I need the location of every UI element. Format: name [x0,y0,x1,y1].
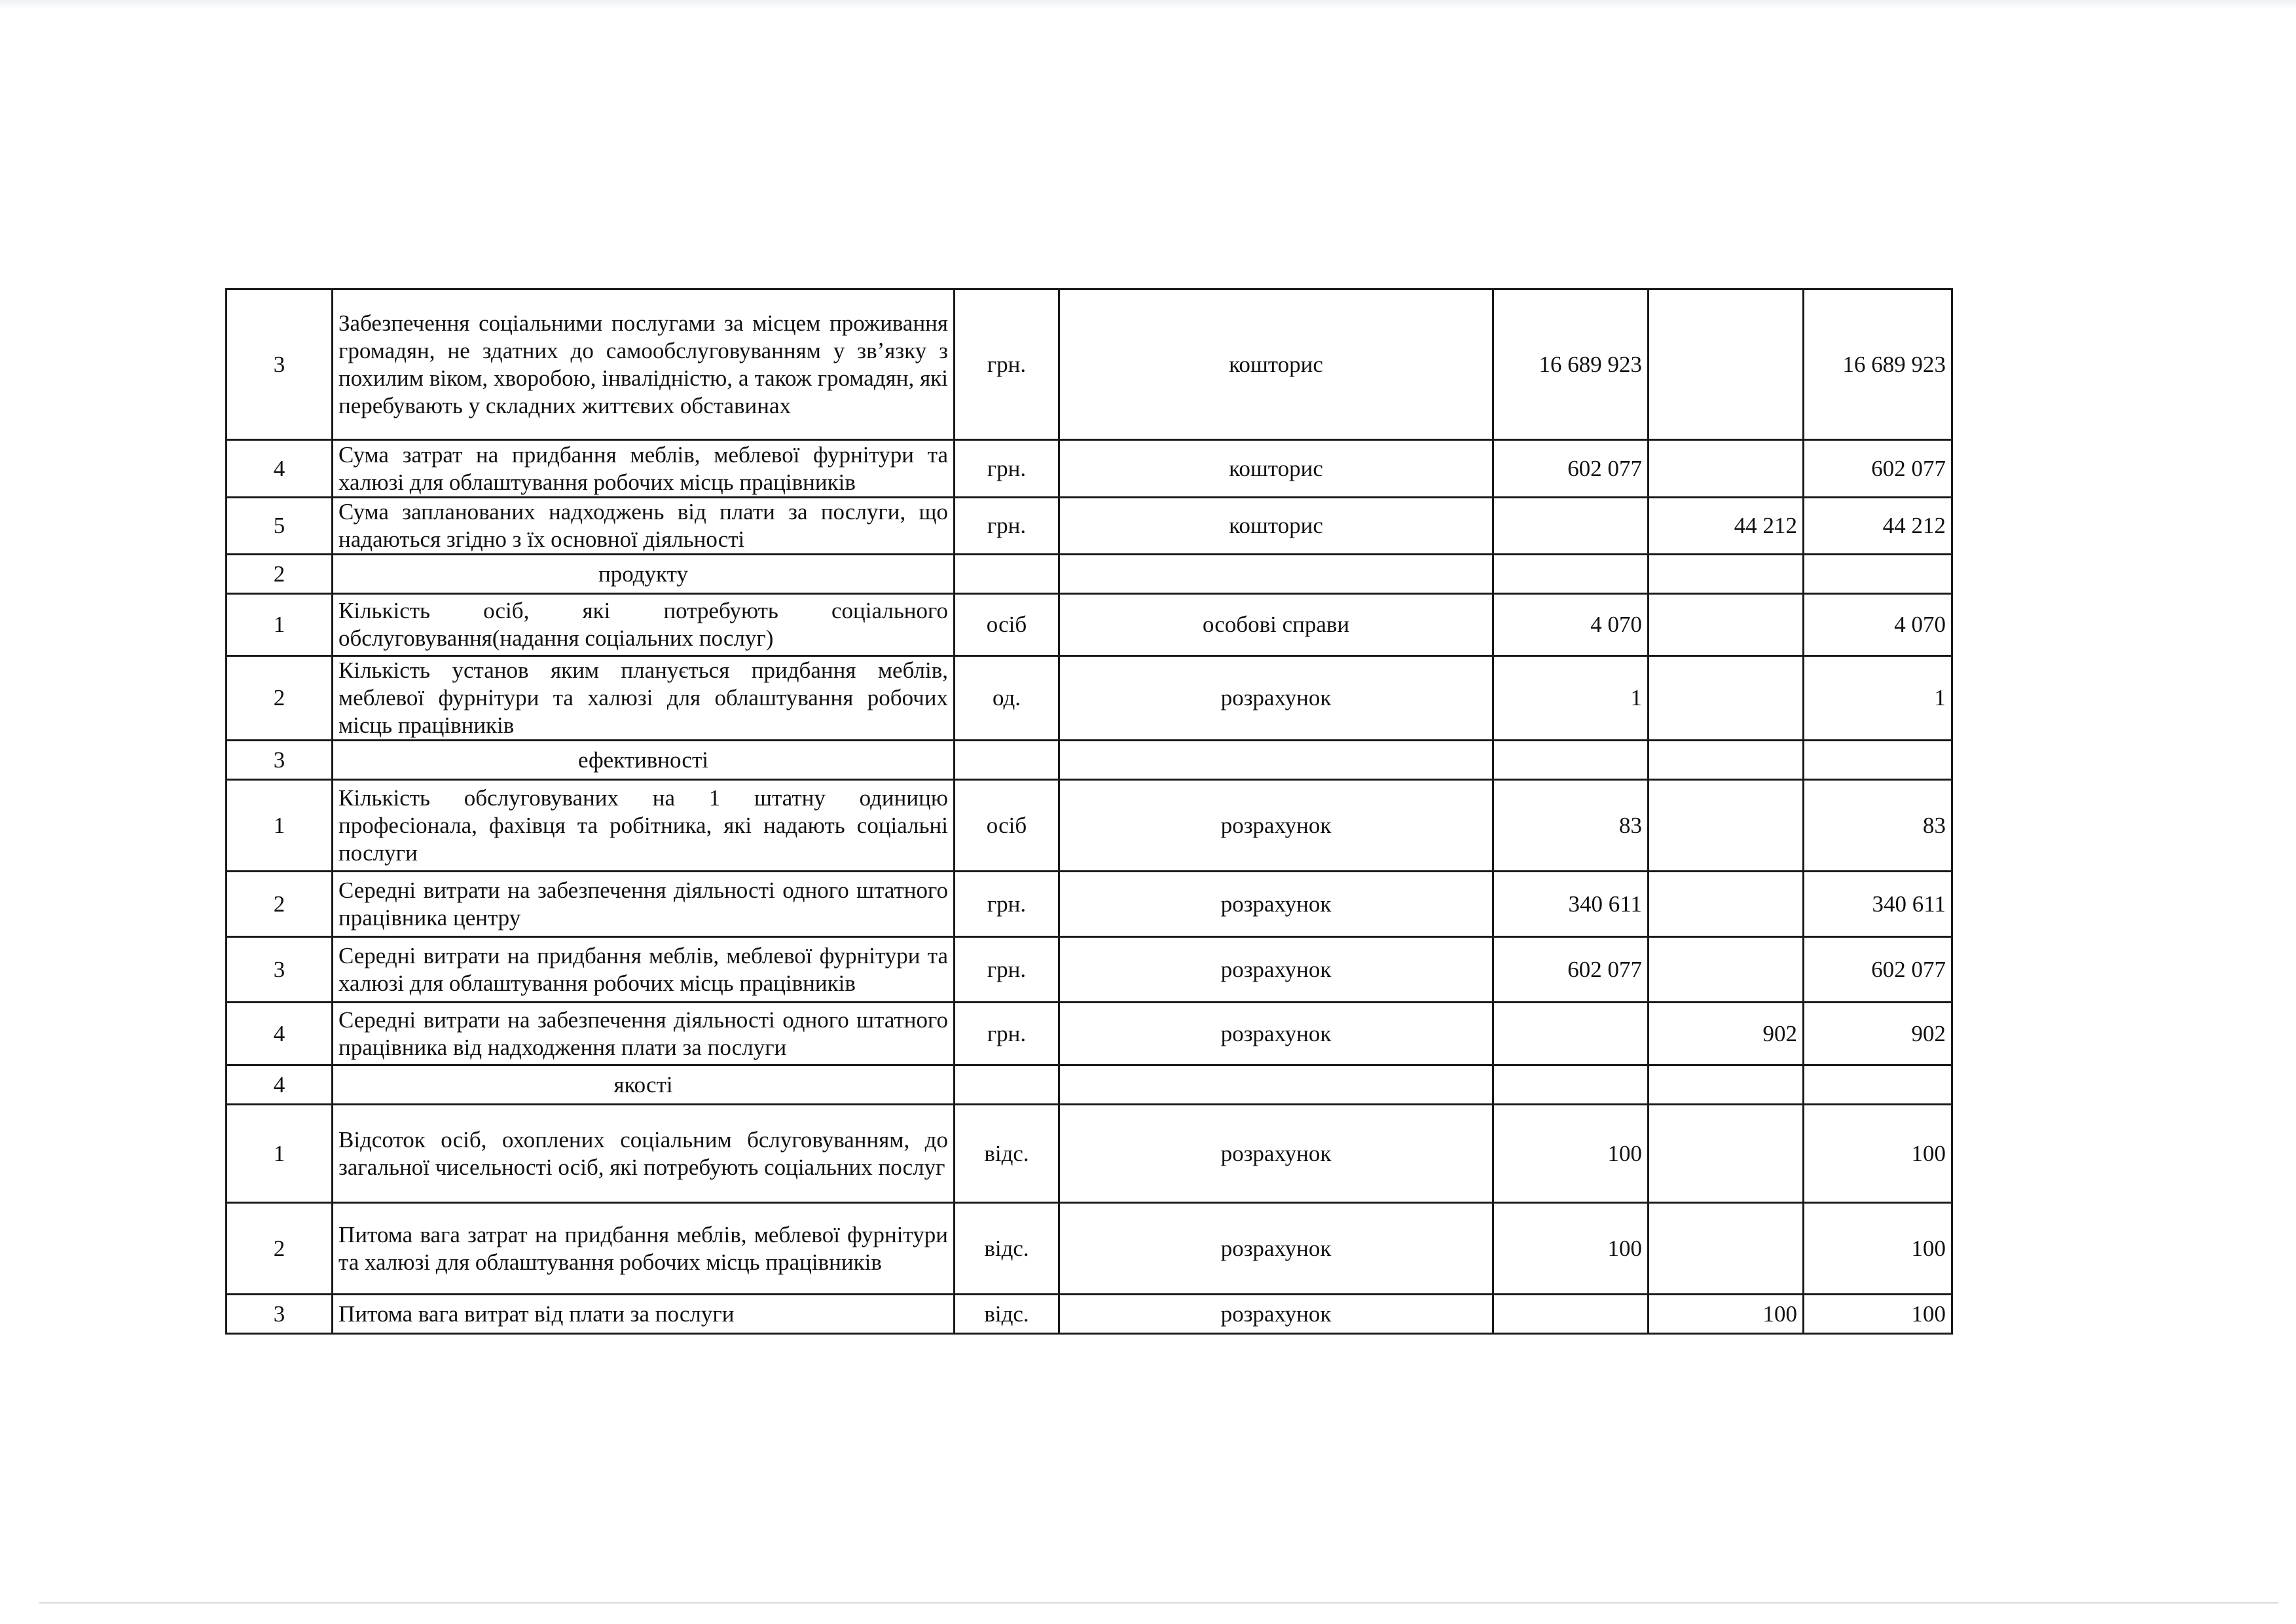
source-cell: розрахунок [1059,1295,1493,1334]
special-fund-cell [1649,555,1804,594]
total-cell [1804,555,1952,594]
source-cell: кошторис [1059,289,1493,440]
row-number-cell: 3 [227,289,333,440]
unit-cell: осіб [955,780,1059,872]
general-fund-cell: 100 [1493,1203,1649,1295]
general-fund-cell: 602 077 [1493,937,1649,1003]
row-number-cell: 4 [227,440,333,498]
general-fund-cell: 4 070 [1493,594,1649,656]
unit-cell: грн. [955,289,1059,440]
row-number-cell: 2 [227,656,333,741]
source-cell [1059,1065,1493,1105]
total-cell: 83 [1804,780,1952,872]
unit-cell [955,741,1059,780]
general-fund-cell: 602 077 [1493,440,1649,498]
indicator-name-cell: Середні витрати на забезпечення діяльності одного штатного працівника від надходження плати за послуги [333,1003,955,1065]
table-section-row [227,741,1952,780]
table-row [227,780,1952,872]
table-row [227,498,1952,555]
unit-cell: грн. [955,498,1059,555]
row-number-cell: 2 [227,872,333,937]
source-cell: розрахунок [1059,1203,1493,1295]
table-row [227,289,1952,440]
indicator-name-cell: Середні витрати на забезпечення діяльності одного штатного працівника центру [333,872,955,937]
total-cell: 100 [1804,1105,1952,1203]
general-fund-cell [1493,498,1649,555]
unit-cell: відс. [955,1105,1059,1203]
scan-bottom-edge [39,1602,2278,1604]
special-fund-cell [1649,289,1804,440]
special-fund-cell [1649,741,1804,780]
unit-cell: од. [955,656,1059,741]
table-row [227,872,1952,937]
unit-cell: відс. [955,1295,1059,1334]
special-fund-cell [1649,872,1804,937]
unit-cell: грн. [955,872,1059,937]
special-fund-cell [1649,780,1804,872]
table-section-row [227,1065,1952,1105]
scan-top-edge [0,0,2296,9]
table-row [227,1105,1952,1203]
unit-cell: грн. [955,440,1059,498]
row-number-cell: 5 [227,498,333,555]
total-cell: 602 077 [1804,440,1952,498]
source-cell: розрахунок [1059,656,1493,741]
source-cell: розрахунок [1059,1003,1493,1065]
indicator-name-cell: Кількість обслуговуваних на 1 штатну одиницю професіонала, фахівця та робітника, які надають соціальні послуги [333,780,955,872]
special-fund-cell [1649,937,1804,1003]
source-cell: розрахунок [1059,937,1493,1003]
source-cell [1059,555,1493,594]
total-cell: 100 [1804,1203,1952,1295]
row-number-cell: 4 [227,1003,333,1065]
row-number-cell: 2 [227,1203,333,1295]
indicator-name-cell: Сума затрат на придбання меблів, меблевої фурнітури та халюзі для облаштування робочих місць працівників [333,440,955,498]
row-number-cell: 3 [227,1295,333,1334]
source-cell: розрахунок [1059,872,1493,937]
table-row [227,1003,1952,1065]
total-cell: 902 [1804,1003,1952,1065]
general-fund-cell [1493,1295,1649,1334]
special-fund-cell: 100 [1649,1295,1804,1334]
table-row [227,1295,1952,1334]
indicator-name-cell: Забезпечення соціальними послугами за місцем проживання громадян, не здатних до самообслуговуванням у зв’язку з похилим віком, хворобою, інвалідністю, а також громадян, які перебувають у складних життєвих обставинах [333,289,955,440]
unit-cell: осіб [955,594,1059,656]
source-cell: розрахунок [1059,780,1493,872]
special-fund-cell [1649,440,1804,498]
general-fund-cell: 83 [1493,780,1649,872]
table-row [227,594,1952,656]
general-fund-cell [1493,741,1649,780]
total-cell: 44 212 [1804,498,1952,555]
total-cell: 4 070 [1804,594,1952,656]
total-cell: 340 611 [1804,872,1952,937]
indicator-name-cell: Кількість установ яким планується придбання меблів, меблевої фурнітури та халюзі для облаштування робочих місць працівників [333,656,955,741]
general-fund-cell: 1 [1493,656,1649,741]
source-cell: особові справи [1059,594,1493,656]
unit-cell [955,1065,1059,1105]
special-fund-cell [1649,1203,1804,1295]
special-fund-cell [1649,1105,1804,1203]
unit-cell: грн. [955,937,1059,1003]
general-fund-cell: 340 611 [1493,872,1649,937]
section-title-cell: ефективності [333,741,955,780]
source-cell: кошторис [1059,498,1493,555]
total-cell: 602 077 [1804,937,1952,1003]
total-cell: 1 [1804,656,1952,741]
source-cell: кошторис [1059,440,1493,498]
special-fund-cell: 902 [1649,1003,1804,1065]
table-row [227,1203,1952,1295]
row-number-cell: 3 [227,741,333,780]
source-cell: розрахунок [1059,1105,1493,1203]
unit-cell: грн. [955,1003,1059,1065]
table-row [227,440,1952,498]
section-title-cell: якості [333,1065,955,1105]
indicator-name-cell: Середні витрати на придбання меблів, меблевої фурнітури та халюзі для облаштування робочих місць працівників [333,937,955,1003]
source-cell [1059,741,1493,780]
special-fund-cell [1649,594,1804,656]
table-row [227,937,1952,1003]
general-fund-cell: 100 [1493,1105,1649,1203]
row-number-cell: 1 [227,594,333,656]
section-title-cell: продукту [333,555,955,594]
table-section-row [227,555,1952,594]
table-row [227,656,1952,741]
row-number-cell: 1 [227,1105,333,1203]
row-number-cell: 1 [227,780,333,872]
indicators-table-body [227,289,1952,1334]
general-fund-cell [1493,1003,1649,1065]
indicator-name-cell: Відсоток осіб, охоплених соціальним бслуговуванням, до загальної чисельності осіб, які потребують соціальних послуг [333,1105,955,1203]
special-fund-cell [1649,1065,1804,1105]
indicator-name-cell: Питома вага витрат від плати за послуги [333,1295,955,1334]
indicator-name-cell: Сума запланованих надходжень від плати за послуги, що надаються згідно з їх основної діяльності [333,498,955,555]
unit-cell: відс. [955,1203,1059,1295]
special-fund-cell: 44 212 [1649,498,1804,555]
unit-cell [955,555,1059,594]
indicator-name-cell: Питома вага затрат на придбання меблів, меблевої фурнітури та халюзі для облаштування робочих місць працівників [333,1203,955,1295]
row-number-cell: 3 [227,937,333,1003]
indicators-table [225,288,1953,1335]
total-cell [1804,741,1952,780]
general-fund-cell [1493,555,1649,594]
general-fund-cell: 16 689 923 [1493,289,1649,440]
special-fund-cell [1649,656,1804,741]
total-cell [1804,1065,1952,1105]
row-number-cell: 2 [227,555,333,594]
total-cell: 100 [1804,1295,1952,1334]
total-cell: 16 689 923 [1804,289,1952,440]
row-number-cell: 4 [227,1065,333,1105]
general-fund-cell [1493,1065,1649,1105]
indicator-name-cell: Кількість осіб, які потребують соціального обслуговування(надання соціальних послуг) [333,594,955,656]
